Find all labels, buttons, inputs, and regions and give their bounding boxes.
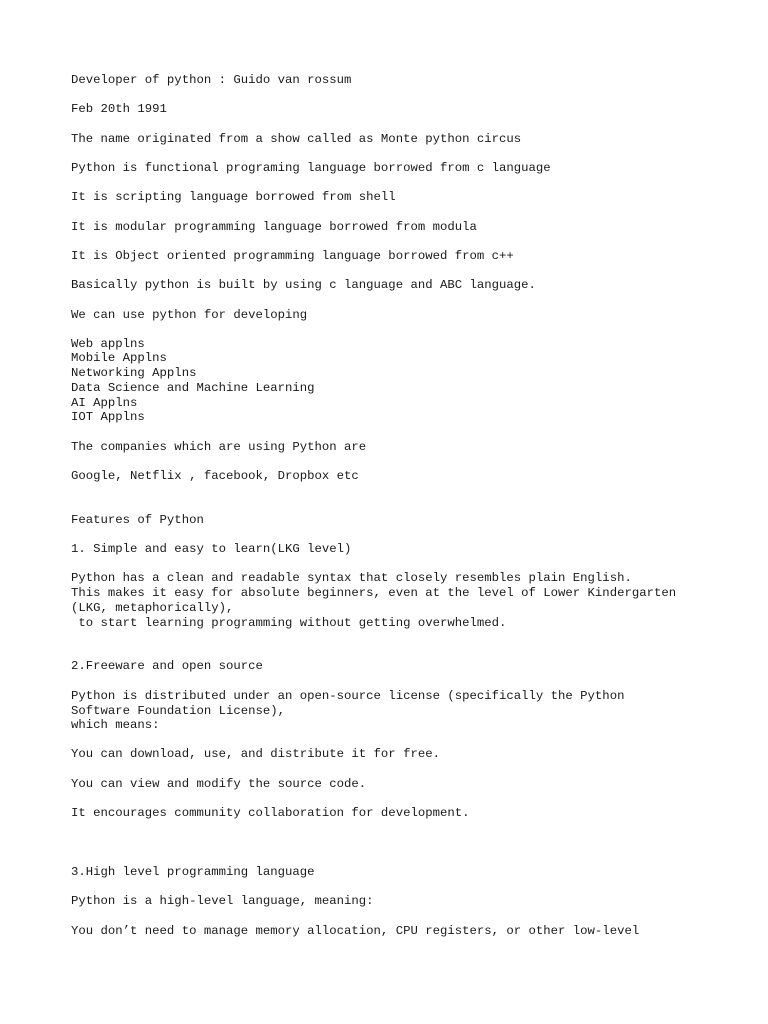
- text-line: It encourages community collaboration for development.: [71, 806, 470, 820]
- section-heading: Features of Python: [71, 513, 204, 527]
- text-line: It is Object oriented programming language borrowed from c++: [71, 249, 514, 263]
- text-line: You don’t need to manage memory allocation, CPU registers, or other low-level: [71, 924, 640, 938]
- subsection-heading: 2.Freeware and open source: [71, 659, 263, 673]
- text-line: Feb 20th 1991: [71, 102, 167, 116]
- text-line: Basically python is built by using c language and ABC language.: [71, 278, 536, 292]
- text-line: Software Foundation License),: [71, 704, 286, 718]
- text-line: Python has a clean and readable syntax that closely resembles plain English.: [71, 571, 632, 585]
- text-line: Google, Netflix , facebook, Dropbox etc: [71, 469, 359, 483]
- text-line: You can view and modify the source code.: [71, 777, 367, 791]
- text-line: We can use python for developing: [71, 308, 308, 322]
- list-item: Data Science and Machine Learning: [71, 381, 315, 395]
- text-line: Python is functional programing language borrowed from c language: [71, 161, 551, 175]
- list-item: Web applns: [71, 337, 145, 351]
- list-item: Mobile Applns: [71, 351, 167, 365]
- text-line: It is scripting language borrowed from shell: [71, 190, 396, 204]
- text-line: It is modular programming language borrowed from modula: [71, 220, 477, 234]
- text-line: The name originated from a show called as Monte python circus: [71, 132, 522, 146]
- text-line: Developer of python : Guido van rossum: [71, 73, 352, 87]
- text-line: This makes it easy for absolute beginners, even at the level of Lower Kindergarten: [71, 586, 677, 600]
- list-item: AI Applns: [71, 396, 138, 410]
- text-line: Python is a high-level language, meaning:: [71, 894, 374, 908]
- text-line: to start learning programming without getting overwhelmed.: [71, 616, 507, 630]
- subsection-heading: 3.High level programming language: [71, 865, 315, 879]
- subsection-heading: 1. Simple and easy to learn(LKG level): [71, 542, 352, 556]
- list-item: Networking Applns: [71, 366, 197, 380]
- list-item: IOT Applns: [71, 410, 145, 424]
- text-line: Python is distributed under an open-source license (specifically the Python: [71, 689, 625, 703]
- text-line: You can download, use, and distribute it for free.: [71, 747, 440, 761]
- text-line: which means:: [71, 718, 160, 732]
- text-line: The companies which are using Python are: [71, 440, 367, 454]
- text-line: (LKG, metaphorically),: [71, 601, 234, 615]
